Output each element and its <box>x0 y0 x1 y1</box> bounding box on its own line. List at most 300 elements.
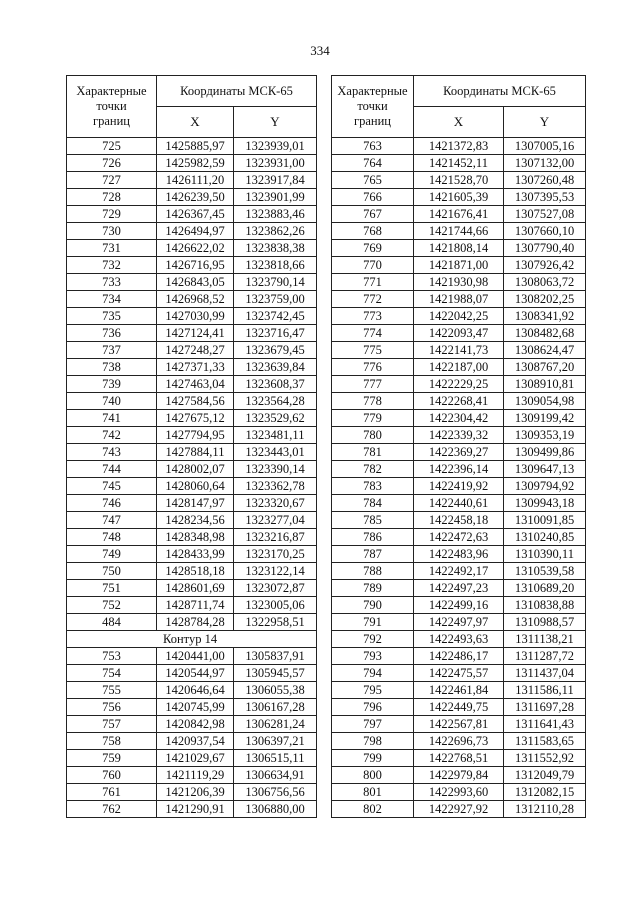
y-coordinate-cell: 1309054,98 <box>504 393 586 410</box>
y-coordinate-cell: 1311287,72 <box>504 648 586 665</box>
y-coordinate-cell: 1306880,00 <box>234 801 317 818</box>
y-coordinate-cell: 1323901,99 <box>234 189 317 206</box>
point-number-cell: 750 <box>67 563 157 580</box>
table-row <box>332 767 586 784</box>
table-row <box>332 665 586 682</box>
x-coordinate-cell: 1422499,16 <box>414 597 504 614</box>
table-row <box>67 648 317 665</box>
contour-row <box>67 631 317 648</box>
table-row <box>332 410 586 427</box>
point-number-cell: 777 <box>332 376 414 393</box>
x-coordinate-cell: 1427463,04 <box>157 376 234 393</box>
x-coordinate-cell: 1421290,91 <box>157 801 234 818</box>
table-row <box>67 291 317 308</box>
point-number-cell: 745 <box>67 478 157 495</box>
x-coordinate-cell: 1426843,05 <box>157 274 234 291</box>
x-coordinate-cell: 1421988,07 <box>414 291 504 308</box>
table-row <box>67 189 317 206</box>
point-number-cell: 771 <box>332 274 414 291</box>
table-row <box>67 138 317 155</box>
y-coordinate-cell: 1310091,85 <box>504 512 586 529</box>
table-row <box>67 376 317 393</box>
table-row <box>67 546 317 563</box>
point-number-cell: 769 <box>332 240 414 257</box>
table-row <box>332 444 586 461</box>
x-coordinate-cell: 1428784,28 <box>157 614 234 631</box>
x-coordinate-cell: 1422449,75 <box>414 699 504 716</box>
y-coordinate-cell: 1310988,57 <box>504 614 586 631</box>
point-number-cell: 758 <box>67 733 157 750</box>
y-coordinate-cell: 1309199,42 <box>504 410 586 427</box>
y-coordinate-cell: 1306055,38 <box>234 682 317 699</box>
y-coordinate-cell: 1308202,25 <box>504 291 586 308</box>
x-coordinate-cell: 1422768,51 <box>414 750 504 767</box>
y-coordinate-cell: 1323122,14 <box>234 563 317 580</box>
points-header-line3: границ <box>354 114 391 128</box>
point-number-cell: 792 <box>332 631 414 648</box>
x-coordinate-cell: 1427675,12 <box>157 410 234 427</box>
x-coordinate-cell: 1420842,98 <box>157 716 234 733</box>
point-number-cell: 775 <box>332 342 414 359</box>
points-header-line2: точки <box>96 99 127 113</box>
x-coordinate-cell: 1428518,18 <box>157 563 234 580</box>
table-row <box>332 648 586 665</box>
x-coordinate-cell: 1420441,00 <box>157 648 234 665</box>
point-number-cell: 800 <box>332 767 414 784</box>
x-coordinate-cell: 1420937,54 <box>157 733 234 750</box>
point-number-cell: 727 <box>67 172 157 189</box>
x-coordinate-cell: 1420646,64 <box>157 682 234 699</box>
point-number-cell: 774 <box>332 325 414 342</box>
x-coordinate-cell: 1421605,39 <box>414 189 504 206</box>
x-coordinate-cell: 1428060,64 <box>157 478 234 495</box>
y-coordinate-cell: 1323679,45 <box>234 342 317 359</box>
point-number-cell: 799 <box>332 750 414 767</box>
points-header <box>332 76 414 138</box>
y-coordinate-cell: 1310390,11 <box>504 546 586 563</box>
table-row <box>332 512 586 529</box>
y-coordinate-cell: 1311552,92 <box>504 750 586 767</box>
point-number-cell: 728 <box>67 189 157 206</box>
x-coordinate-cell: 1422440,61 <box>414 495 504 512</box>
point-number-cell: 748 <box>67 529 157 546</box>
y-header: Y <box>504 107 586 138</box>
point-number-cell: 737 <box>67 342 157 359</box>
point-number-cell: 726 <box>67 155 157 172</box>
x-coordinate-cell: 1422696,73 <box>414 733 504 750</box>
table-row <box>67 342 317 359</box>
y-coordinate-cell: 1322958,51 <box>234 614 317 631</box>
y-coordinate-cell: 1307005,16 <box>504 138 586 155</box>
x-coordinate-cell: 1422093,47 <box>414 325 504 342</box>
y-coordinate-cell: 1323362,78 <box>234 478 317 495</box>
x-coordinate-cell: 1420745,99 <box>157 699 234 716</box>
point-number-cell: 760 <box>67 767 157 784</box>
table-row <box>332 155 586 172</box>
point-number-cell: 802 <box>332 801 414 818</box>
point-number-cell: 772 <box>332 291 414 308</box>
point-number-cell: 730 <box>67 223 157 240</box>
y-coordinate-cell: 1308341,92 <box>504 308 586 325</box>
y-coordinate-cell: 1323818,66 <box>234 257 317 274</box>
table-row <box>332 189 586 206</box>
y-coordinate-cell: 1309499,86 <box>504 444 586 461</box>
point-number-cell: 773 <box>332 308 414 325</box>
y-coordinate-cell: 1308767,20 <box>504 359 586 376</box>
table-row <box>67 410 317 427</box>
table-row <box>332 716 586 733</box>
table-row <box>67 325 317 342</box>
y-coordinate-cell: 1310838,88 <box>504 597 586 614</box>
y-coordinate-cell: 1323529,62 <box>234 410 317 427</box>
y-coordinate-cell: 1323072,87 <box>234 580 317 597</box>
table-row <box>332 733 586 750</box>
y-coordinate-cell: 1311641,43 <box>504 716 586 733</box>
table-row <box>67 478 317 495</box>
points-header <box>67 76 157 138</box>
y-coordinate-cell: 1323639,84 <box>234 359 317 376</box>
left-table-body <box>67 138 317 818</box>
coordinates-table-right <box>331 75 586 818</box>
table-row <box>67 563 317 580</box>
table-row <box>67 444 317 461</box>
right-table-body <box>332 138 586 818</box>
y-coordinate-cell: 1323320,67 <box>234 495 317 512</box>
point-number-cell: 734 <box>67 291 157 308</box>
x-coordinate-cell: 1421452,11 <box>414 155 504 172</box>
table-row <box>67 767 317 784</box>
y-coordinate-cell: 1307790,40 <box>504 240 586 257</box>
coords-header: Координаты МСК-65 <box>414 76 586 107</box>
y-header: Y <box>234 107 317 138</box>
table-row <box>332 393 586 410</box>
x-coordinate-cell: 1422042,25 <box>414 308 504 325</box>
table-row <box>332 699 586 716</box>
point-number-cell: 747 <box>67 512 157 529</box>
y-coordinate-cell: 1307395,53 <box>504 189 586 206</box>
table-row <box>67 750 317 767</box>
y-coordinate-cell: 1323277,04 <box>234 512 317 529</box>
point-number-cell: 793 <box>332 648 414 665</box>
point-number-cell: 784 <box>332 495 414 512</box>
table-row <box>332 359 586 376</box>
x-coordinate-cell: 1421119,29 <box>157 767 234 784</box>
table-row <box>67 784 317 801</box>
table-row <box>332 682 586 699</box>
point-number-cell: 764 <box>332 155 414 172</box>
point-number-cell: 789 <box>332 580 414 597</box>
table-row <box>332 325 586 342</box>
x-coordinate-cell: 1420544,97 <box>157 665 234 682</box>
table-row <box>67 257 317 274</box>
table-row <box>332 563 586 580</box>
y-coordinate-cell: 1323742,45 <box>234 308 317 325</box>
table-row <box>67 359 317 376</box>
y-coordinate-cell: 1305837,91 <box>234 648 317 665</box>
table-row <box>67 733 317 750</box>
point-number-cell: 751 <box>67 580 157 597</box>
x-coordinate-cell: 1425885,97 <box>157 138 234 155</box>
table-row <box>332 461 586 478</box>
points-header-line1: Характерные <box>337 84 408 98</box>
point-number-cell: 776 <box>332 359 414 376</box>
table-row <box>67 699 317 716</box>
table-row <box>332 223 586 240</box>
y-coordinate-cell: 1308482,68 <box>504 325 586 342</box>
x-coordinate-cell: 1426367,45 <box>157 206 234 223</box>
point-number-cell: 742 <box>67 427 157 444</box>
table-row <box>332 291 586 308</box>
y-coordinate-cell: 1305945,57 <box>234 665 317 682</box>
table-row <box>67 529 317 546</box>
point-number-cell: 790 <box>332 597 414 614</box>
table-row <box>67 716 317 733</box>
table-row <box>332 308 586 325</box>
point-number-cell: 780 <box>332 427 414 444</box>
point-number-cell: 731 <box>67 240 157 257</box>
y-coordinate-cell: 1311586,11 <box>504 682 586 699</box>
x-coordinate-cell: 1428711,74 <box>157 597 234 614</box>
y-coordinate-cell: 1306756,56 <box>234 784 317 801</box>
point-number-cell: 798 <box>332 733 414 750</box>
y-coordinate-cell: 1323564,28 <box>234 393 317 410</box>
x-coordinate-cell: 1428601,69 <box>157 580 234 597</box>
y-coordinate-cell: 1312049,79 <box>504 767 586 784</box>
table-row <box>332 750 586 767</box>
y-coordinate-cell: 1306167,28 <box>234 699 317 716</box>
x-coordinate-cell: 1425982,59 <box>157 155 234 172</box>
table-row <box>67 274 317 291</box>
table-row <box>67 461 317 478</box>
y-coordinate-cell: 1307260,48 <box>504 172 586 189</box>
x-coordinate-cell: 1421808,14 <box>414 240 504 257</box>
x-coordinate-cell: 1428234,56 <box>157 512 234 529</box>
table-row <box>332 376 586 393</box>
y-coordinate-cell: 1307132,00 <box>504 155 586 172</box>
y-coordinate-cell: 1311138,21 <box>504 631 586 648</box>
x-coordinate-cell: 1426968,52 <box>157 291 234 308</box>
x-coordinate-cell: 1422187,00 <box>414 359 504 376</box>
point-number-cell: 754 <box>67 665 157 682</box>
x-coordinate-cell: 1422461,84 <box>414 682 504 699</box>
table-row <box>332 801 586 818</box>
table-row <box>67 614 317 631</box>
table-row <box>67 308 317 325</box>
point-number-cell: 796 <box>332 699 414 716</box>
x-coordinate-cell: 1421930,98 <box>414 274 504 291</box>
x-coordinate-cell: 1422268,41 <box>414 393 504 410</box>
table-row <box>332 138 586 155</box>
table-row <box>67 580 317 597</box>
x-coordinate-cell: 1428348,98 <box>157 529 234 546</box>
point-number-cell: 788 <box>332 563 414 580</box>
x-coordinate-cell: 1422497,23 <box>414 580 504 597</box>
x-coordinate-cell: 1422475,57 <box>414 665 504 682</box>
x-coordinate-cell: 1426239,50 <box>157 189 234 206</box>
x-coordinate-cell: 1428433,99 <box>157 546 234 563</box>
point-number-cell: 794 <box>332 665 414 682</box>
y-coordinate-cell: 1310240,85 <box>504 529 586 546</box>
y-coordinate-cell: 1311583,65 <box>504 733 586 750</box>
y-coordinate-cell: 1306515,11 <box>234 750 317 767</box>
x-coordinate-cell: 1427248,27 <box>157 342 234 359</box>
x-coordinate-cell: 1421206,39 <box>157 784 234 801</box>
point-number-cell: 484 <box>67 614 157 631</box>
x-coordinate-cell: 1422927,92 <box>414 801 504 818</box>
y-coordinate-cell: 1308910,81 <box>504 376 586 393</box>
point-number-cell: 786 <box>332 529 414 546</box>
x-coordinate-cell: 1428147,97 <box>157 495 234 512</box>
point-number-cell: 739 <box>67 376 157 393</box>
x-coordinate-cell: 1421676,41 <box>414 206 504 223</box>
table-row <box>332 631 586 648</box>
table-row <box>332 427 586 444</box>
table-row <box>332 274 586 291</box>
table-row <box>67 512 317 529</box>
table-row <box>67 597 317 614</box>
x-coordinate-cell: 1422492,17 <box>414 563 504 580</box>
point-number-cell: 797 <box>332 716 414 733</box>
point-number-cell: 791 <box>332 614 414 631</box>
point-number-cell: 738 <box>67 359 157 376</box>
y-coordinate-cell: 1323838,38 <box>234 240 317 257</box>
point-number-cell: 735 <box>67 308 157 325</box>
x-header: X <box>414 107 504 138</box>
y-coordinate-cell: 1308624,47 <box>504 342 586 359</box>
point-number-cell: 778 <box>332 393 414 410</box>
x-coordinate-cell: 1421528,70 <box>414 172 504 189</box>
x-coordinate-cell: 1421871,00 <box>414 257 504 274</box>
point-number-cell: 741 <box>67 410 157 427</box>
y-coordinate-cell: 1323443,01 <box>234 444 317 461</box>
y-coordinate-cell: 1323170,25 <box>234 546 317 563</box>
point-number-cell: 744 <box>67 461 157 478</box>
x-coordinate-cell: 1422229,25 <box>414 376 504 393</box>
x-header: X <box>157 107 234 138</box>
x-coordinate-cell: 1422339,32 <box>414 427 504 444</box>
point-number-cell: 740 <box>67 393 157 410</box>
point-number-cell: 761 <box>67 784 157 801</box>
table-row <box>332 614 586 631</box>
y-coordinate-cell: 1309353,19 <box>504 427 586 444</box>
table-row <box>332 580 586 597</box>
x-coordinate-cell: 1422458,18 <box>414 512 504 529</box>
contour-label: Контур 14 <box>67 631 317 648</box>
y-coordinate-cell: 1323883,46 <box>234 206 317 223</box>
page-number: 334 <box>310 43 330 58</box>
x-coordinate-cell: 1422497,97 <box>414 614 504 631</box>
table-row <box>67 240 317 257</box>
y-coordinate-cell: 1306634,91 <box>234 767 317 784</box>
points-header-line3: границ <box>93 114 130 128</box>
y-coordinate-cell: 1307926,42 <box>504 257 586 274</box>
x-coordinate-cell: 1422483,96 <box>414 546 504 563</box>
y-coordinate-cell: 1311437,04 <box>504 665 586 682</box>
point-number-cell: 767 <box>332 206 414 223</box>
y-coordinate-cell: 1323481,11 <box>234 427 317 444</box>
x-coordinate-cell: 1422141,73 <box>414 342 504 359</box>
x-coordinate-cell: 1426111,20 <box>157 172 234 189</box>
point-number-cell: 783 <box>332 478 414 495</box>
point-number-cell: 732 <box>67 257 157 274</box>
point-number-cell: 795 <box>332 682 414 699</box>
point-number-cell: 743 <box>67 444 157 461</box>
y-coordinate-cell: 1323790,14 <box>234 274 317 291</box>
points-header-line2: точки <box>357 99 388 113</box>
y-coordinate-cell: 1309647,13 <box>504 461 586 478</box>
y-coordinate-cell: 1310689,20 <box>504 580 586 597</box>
y-coordinate-cell: 1306281,24 <box>234 716 317 733</box>
table-row <box>67 682 317 699</box>
y-coordinate-cell: 1323390,14 <box>234 461 317 478</box>
table-row <box>67 206 317 223</box>
x-coordinate-cell: 1426494,97 <box>157 223 234 240</box>
x-coordinate-cell: 1422567,81 <box>414 716 504 733</box>
y-coordinate-cell: 1310539,58 <box>504 563 586 580</box>
x-coordinate-cell: 1422493,63 <box>414 631 504 648</box>
table-row <box>332 257 586 274</box>
y-coordinate-cell: 1309794,92 <box>504 478 586 495</box>
coords-header: Координаты МСК-65 <box>157 76 317 107</box>
point-number-cell: 770 <box>332 257 414 274</box>
x-coordinate-cell: 1427794,95 <box>157 427 234 444</box>
point-number-cell: 762 <box>67 801 157 818</box>
y-coordinate-cell: 1323716,47 <box>234 325 317 342</box>
table-row <box>332 495 586 512</box>
y-coordinate-cell: 1307660,10 <box>504 223 586 240</box>
x-coordinate-cell: 1422472,63 <box>414 529 504 546</box>
point-number-cell: 753 <box>67 648 157 665</box>
table-row <box>332 206 586 223</box>
point-number-cell: 782 <box>332 461 414 478</box>
point-number-cell: 763 <box>332 138 414 155</box>
x-coordinate-cell: 1422304,42 <box>414 410 504 427</box>
table-row <box>332 240 586 257</box>
point-number-cell: 801 <box>332 784 414 801</box>
point-number-cell: 757 <box>67 716 157 733</box>
x-coordinate-cell: 1426716,95 <box>157 257 234 274</box>
x-coordinate-cell: 1427124,41 <box>157 325 234 342</box>
point-number-cell: 746 <box>67 495 157 512</box>
point-number-cell: 766 <box>332 189 414 206</box>
point-number-cell: 779 <box>332 410 414 427</box>
y-coordinate-cell: 1323759,00 <box>234 291 317 308</box>
table-row <box>332 597 586 614</box>
y-coordinate-cell: 1323917,84 <box>234 172 317 189</box>
point-number-cell: 759 <box>67 750 157 767</box>
table-row <box>332 478 586 495</box>
point-number-cell: 785 <box>332 512 414 529</box>
table-row <box>67 223 317 240</box>
x-coordinate-cell: 1428002,07 <box>157 461 234 478</box>
x-coordinate-cell: 1427371,33 <box>157 359 234 376</box>
point-number-cell: 729 <box>67 206 157 223</box>
table-row <box>332 172 586 189</box>
point-number-cell: 781 <box>332 444 414 461</box>
y-coordinate-cell: 1306397,21 <box>234 733 317 750</box>
x-coordinate-cell: 1422993,60 <box>414 784 504 801</box>
y-coordinate-cell: 1308063,72 <box>504 274 586 291</box>
table-row <box>332 784 586 801</box>
table-row <box>67 495 317 512</box>
y-coordinate-cell: 1323005,06 <box>234 597 317 614</box>
y-coordinate-cell: 1309943,18 <box>504 495 586 512</box>
point-number-cell: 752 <box>67 597 157 614</box>
y-coordinate-cell: 1323939,01 <box>234 138 317 155</box>
x-coordinate-cell: 1427884,11 <box>157 444 234 461</box>
x-coordinate-cell: 1422369,27 <box>414 444 504 461</box>
x-coordinate-cell: 1427030,99 <box>157 308 234 325</box>
